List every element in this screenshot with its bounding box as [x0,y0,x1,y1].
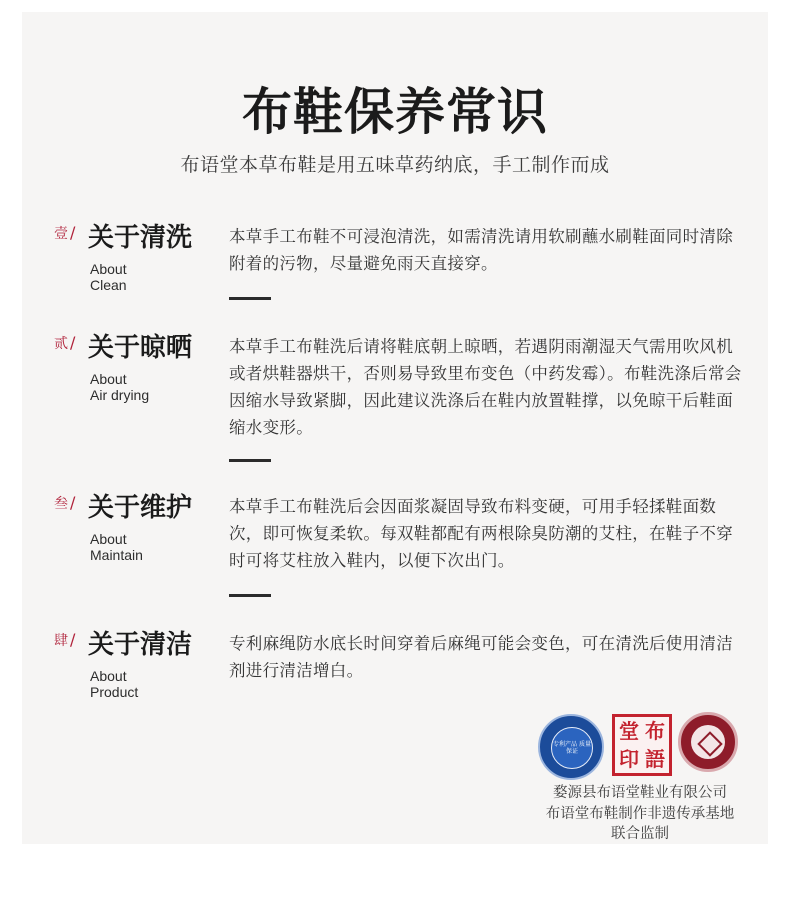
section-body: 本草手工布鞋洗后会因面浆凝固导致布料变硬，可用手轻揉鞋面数次，即可恢复柔软。每双鞋都配有两根除臭防潮的艾柱，在鞋子不穿时可将艾柱放入鞋内，以便下次出门。 [229,497,733,570]
section-number: 壹 [54,226,68,242]
section-divider [229,297,271,300]
company-name: 婺源县布语堂鞋业有限公司 [553,785,727,801]
joint-supervision: 联合监制 [611,826,669,842]
section-divider [229,459,271,462]
section-title: 关于晾晒 [88,333,193,363]
section-body: 本草手工布鞋不可浸泡清洗，如需清洗请用软刷蘸水刷鞋面同时清除附着的污物，尽量避免雨天直接穿。 [229,227,733,273]
slash-mark: / [70,493,76,512]
heritage-base: 布语堂布鞋制作非遗传承基地 [545,805,735,822]
section-title: 关于清洁 [88,630,193,660]
slash-mark: / [70,333,76,352]
section-divider [229,594,271,597]
section-title: 关于维护 [88,493,193,523]
page-title: 布鞋保养常识 [242,82,548,141]
patent-seal-icon: 专利产品 质量保证 [538,714,604,780]
section-english-label: About Product [90,668,139,700]
section-body: 本草手工布鞋洗后请将鞋底朝上晾晒，若遇阴雨潮湿天气需用吹风机或者烘鞋器烘干，否则易导致里布变色（中药发霉）。布鞋洗涤后常会因缩水导致紧脚，因此建议洗涤后在鞋内放置鞋撑，以免晾干后鞋面缩水变形。 [229,337,742,437]
section-english-label: About Air drying [90,371,150,403]
section-number: 叁 [54,496,68,512]
section-english-label: About Clean [90,261,127,293]
section-number: 肆 [54,633,68,649]
slash-mark: / [70,630,76,649]
certification-seals [538,712,738,780]
section-title: 关于清洗 [88,223,193,253]
section-number: 贰 [54,336,68,352]
organization-credits [530,783,750,845]
brand-seal-icon: 堂 布 印 語 [612,714,672,776]
section-body: 专利麻绳防水底长时间穿着后麻绳可能会变色，可在清洗后使用清洁剂进行清洁增白。 [229,634,733,680]
page-subtitle: 布语堂本草布鞋是用五味草药纳底，手工制作而成 [180,154,610,176]
heritage-seal-icon [678,712,738,772]
slash-mark: / [70,223,76,242]
section-english-label: About Maintain [90,531,143,563]
